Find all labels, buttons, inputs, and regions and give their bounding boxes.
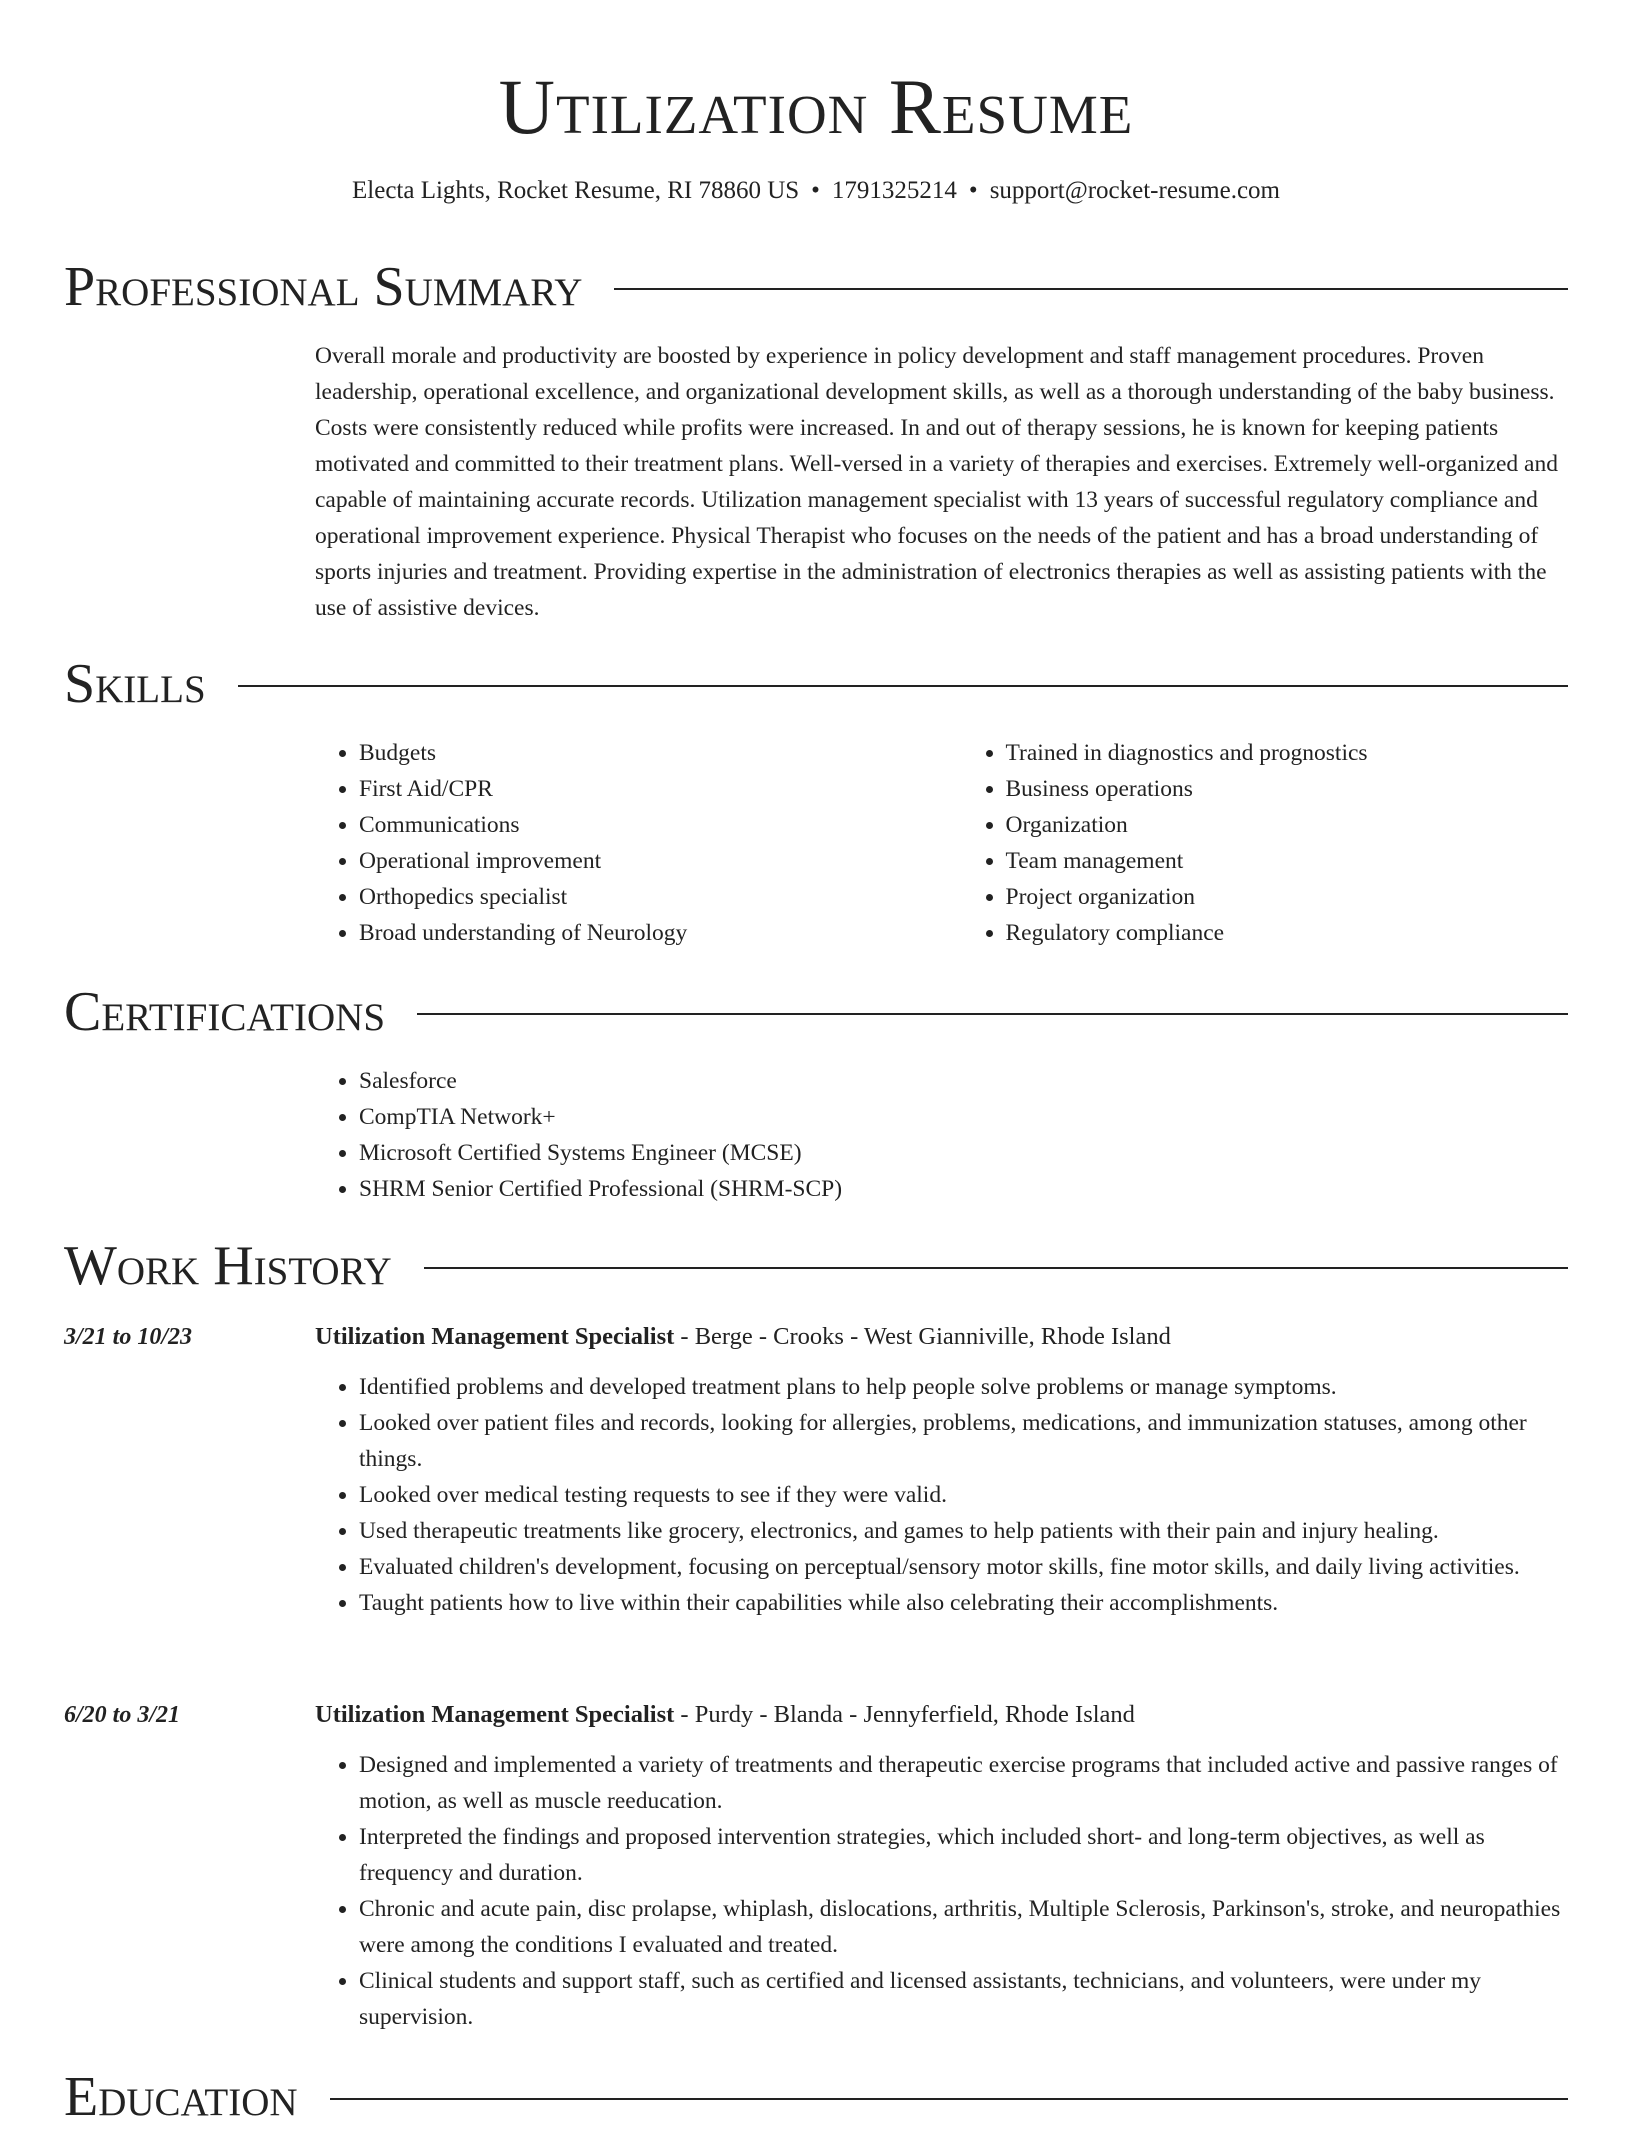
job-employer: - Purdy - Blanda - Jennyferfield, Rhode Island	[674, 1701, 1135, 1728]
responsibility-item: • Designed and implemented a variety of treatments and therapeutic exercise programs that included active and passive ranges of motion, as well as muscle reeducation.	[359, 1747, 1568, 1819]
skill-item: • Broad understanding of Neurology	[359, 915, 922, 951]
summary-text: Overall morale and productivity are boosted by experience in policy development and staff management procedures. Proven leadership, operational excellence, and organizational development skills, as well as a thorough understanding of the baby business. Costs were consistently reduced while profits were increased. In and out of therapy sessions, he is known for keeping patients motivated and committed to their treatment plans. Well-versed in a variety of therapies and exercises. Extremely well-organized and capable of maintaining accurate records. Utilization management specialist with 13 years of successful regulatory compliance and operational improvement experience. Physical Therapist who focuses on the needs of the patient and has a broad understanding of sports injuries and treatment. Providing expertise in the administration of electronics therapies as well as assisting patients with the use of assistive devices.	[315, 343, 1558, 621]
skill-item: • Project organization	[1006, 879, 1569, 915]
certifications-section-header	[64, 980, 1568, 1044]
education-section-header	[64, 2065, 1568, 2129]
section-divider	[614, 288, 1568, 290]
work-history-heading: Work History	[64, 1235, 392, 1297]
responsibility-item: • Clinical students and support staff, such as certified and licensed assistants, technicians, and volunteers, were under my supervision.	[359, 1963, 1568, 2035]
summary-body	[315, 338, 1568, 626]
skill-item: • Orthopedics specialist	[359, 879, 922, 915]
skills-list	[315, 735, 1568, 951]
job-entry	[315, 1319, 1568, 1621]
contact-separator: •	[811, 177, 820, 204]
certifications-list	[315, 1063, 1568, 1207]
skills-heading: Skills	[64, 653, 206, 715]
job-dates: 6/20 to 3/21	[64, 1702, 181, 1728]
certifications-heading: Certifications	[64, 981, 386, 1043]
skill-item: • Communications	[359, 807, 922, 843]
contact-separator: •	[968, 177, 978, 204]
summary-heading: Professional Summary	[64, 256, 583, 318]
skill-item: • Organization	[1006, 807, 1569, 843]
job-title: Utilization Management Specialist	[315, 1701, 675, 1728]
job-employer: - Berge - Crooks - West Gianniville, Rhode Island	[674, 1323, 1171, 1350]
certification-item: • SHRM Senior Certified Professional (SHRM-SCP)	[359, 1171, 1568, 1207]
work-history-section-header	[64, 1234, 1568, 1298]
contact-line	[64, 174, 1568, 208]
skills-section-header	[64, 652, 1568, 716]
certification-item: • CompTIA Network+	[359, 1099, 1568, 1135]
summary-section-header	[64, 255, 1568, 319]
contact-phone: 1791325214	[831, 177, 957, 204]
education-heading: Education	[64, 2066, 298, 2128]
certification-item: • Salesforce	[359, 1063, 1568, 1099]
contact-address: Electa Lights, Rocket Resume, RI 78860 US	[352, 177, 800, 204]
job-responsibilities	[315, 1747, 1568, 2035]
job-entry	[315, 1697, 1568, 2035]
responsibility-item: • Taught patients how to live within their capabilities while also celebrating their accomplishments.	[359, 1585, 1568, 1621]
contact-email: support@rocket-resume.com	[989, 177, 1280, 204]
responsibility-item: • Interpreted the findings and proposed intervention strategies, which included short- and long-term objectives, as well as frequency and duration.	[359, 1819, 1568, 1891]
resume-title: Utilization Resume	[498, 63, 1134, 150]
certification-item: • Microsoft Certified Systems Engineer (MCSE)	[359, 1135, 1568, 1171]
skill-item: • Team management	[1006, 843, 1569, 879]
skill-item: • Business operations	[1006, 771, 1569, 807]
skills-column-left	[315, 735, 922, 951]
skill-item: • First Aid/CPR	[359, 771, 922, 807]
responsibility-item: • Used therapeutic treatments like grocery, electronics, and games to help patients with their pain and injury healing.	[359, 1513, 1568, 1549]
responsibility-item: • Chronic and acute pain, disc prolapse, whiplash, dislocations, arthritis, Multiple Sclerosis, Parkinson's, stroke, and neuropathies were among the conditions I evaluated and treated.	[359, 1891, 1568, 1963]
skills-column-right	[962, 735, 1569, 951]
job-dates: 3/21 to 10/23	[64, 1324, 193, 1350]
job-title: Utilization Management Specialist	[315, 1323, 675, 1350]
skill-item: • Budgets	[359, 735, 922, 771]
job-title-line	[315, 1319, 1568, 1355]
section-divider	[238, 685, 1568, 687]
job-responsibilities	[315, 1369, 1568, 1621]
job-title-line	[315, 1697, 1568, 1733]
responsibility-item: • Looked over patient files and records, looking for allergies, problems, medications, and immunization statuses, among other things.	[359, 1405, 1568, 1477]
responsibility-item: • Evaluated children's development, focusing on perceptual/sensory motor skills, fine motor skills, and daily living activities.	[359, 1549, 1568, 1585]
section-divider	[330, 2098, 1568, 2100]
section-divider	[417, 1013, 1568, 1015]
responsibility-item: • Identified problems and developed treatment plans to help people solve problems or manage symptoms.	[359, 1369, 1568, 1405]
skill-item: • Trained in diagnostics and prognostics	[1006, 735, 1569, 771]
skill-item: • Regulatory compliance	[1006, 915, 1569, 951]
section-divider	[424, 1267, 1568, 1269]
responsibility-item: • Looked over medical testing requests to see if they were valid.	[359, 1477, 1568, 1513]
skill-item: • Operational improvement	[359, 843, 922, 879]
